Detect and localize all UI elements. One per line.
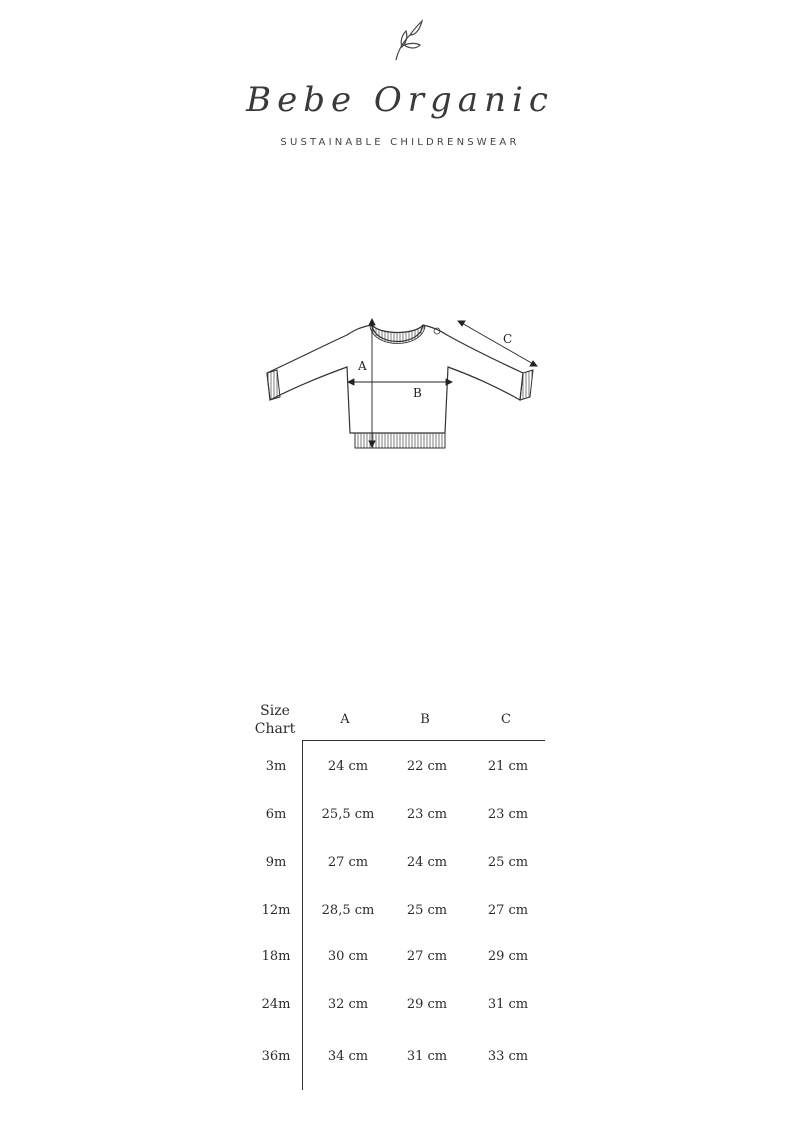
cell-b: 31 cm (406, 1049, 448, 1064)
measure-a (369, 319, 375, 447)
row-size: 24m (261, 997, 291, 1012)
size-chart-header (250, 702, 300, 738)
neck-rib (370, 325, 425, 344)
cell-c: 33 cm (487, 1049, 529, 1064)
right-cuff (520, 370, 533, 400)
cell-a: 34 cm (327, 1049, 369, 1064)
cell-b: 24 cm (406, 855, 448, 870)
cell-c: 27 cm (487, 903, 529, 918)
column-header-b: B (420, 712, 430, 727)
brand-tagline: SUSTAINABLE CHILDRENSWEAR (280, 137, 520, 148)
cell-c: 31 cm (487, 997, 529, 1012)
cell-a: 27 cm (327, 855, 369, 870)
row-size: 12m (261, 903, 291, 918)
size-chart-table (250, 700, 550, 1095)
table-horizontal-divider (302, 740, 545, 741)
cell-c: 23 cm (487, 807, 529, 822)
row-size: 36m (261, 1049, 291, 1064)
table-row (250, 759, 550, 779)
measure-c (458, 321, 537, 366)
label-a: A (358, 359, 367, 373)
label-c: C (503, 332, 513, 346)
cell-a: 25,5 cm (321, 807, 375, 822)
table-row (250, 855, 550, 875)
cell-b: 27 cm (406, 949, 448, 964)
cell-b: 25 cm (406, 903, 448, 918)
table-row (250, 997, 550, 1017)
cell-c: 21 cm (487, 759, 529, 774)
row-size: 6m (265, 807, 287, 822)
leaf-icon (380, 15, 430, 65)
brand-name: Bebe Organic (246, 80, 554, 120)
table-row (250, 949, 550, 969)
table-row (250, 1049, 550, 1069)
size-header-line1: Size (260, 703, 290, 719)
table-row (250, 807, 550, 827)
cell-b: 22 cm (406, 759, 448, 774)
cell-c: 29 cm (487, 949, 529, 964)
cell-a: 32 cm (327, 997, 369, 1012)
row-size: 9m (265, 855, 287, 870)
cell-b: 29 cm (406, 997, 448, 1012)
label-b: B (413, 386, 422, 400)
row-size: 3m (265, 759, 287, 774)
hem-rib (355, 433, 445, 448)
size-header-line2: Chart (254, 721, 296, 737)
column-header-c: C (501, 712, 511, 727)
sweater-diagram (255, 305, 555, 465)
cell-c: 25 cm (487, 855, 529, 870)
cell-a: 30 cm (327, 949, 369, 964)
column-header-a: A (340, 712, 350, 727)
cell-a: 24 cm (327, 759, 369, 774)
measure-b (348, 379, 452, 385)
cell-a: 28,5 cm (321, 903, 375, 918)
cell-b: 23 cm (406, 807, 448, 822)
table-row (250, 903, 550, 923)
row-size: 18m (261, 949, 291, 964)
